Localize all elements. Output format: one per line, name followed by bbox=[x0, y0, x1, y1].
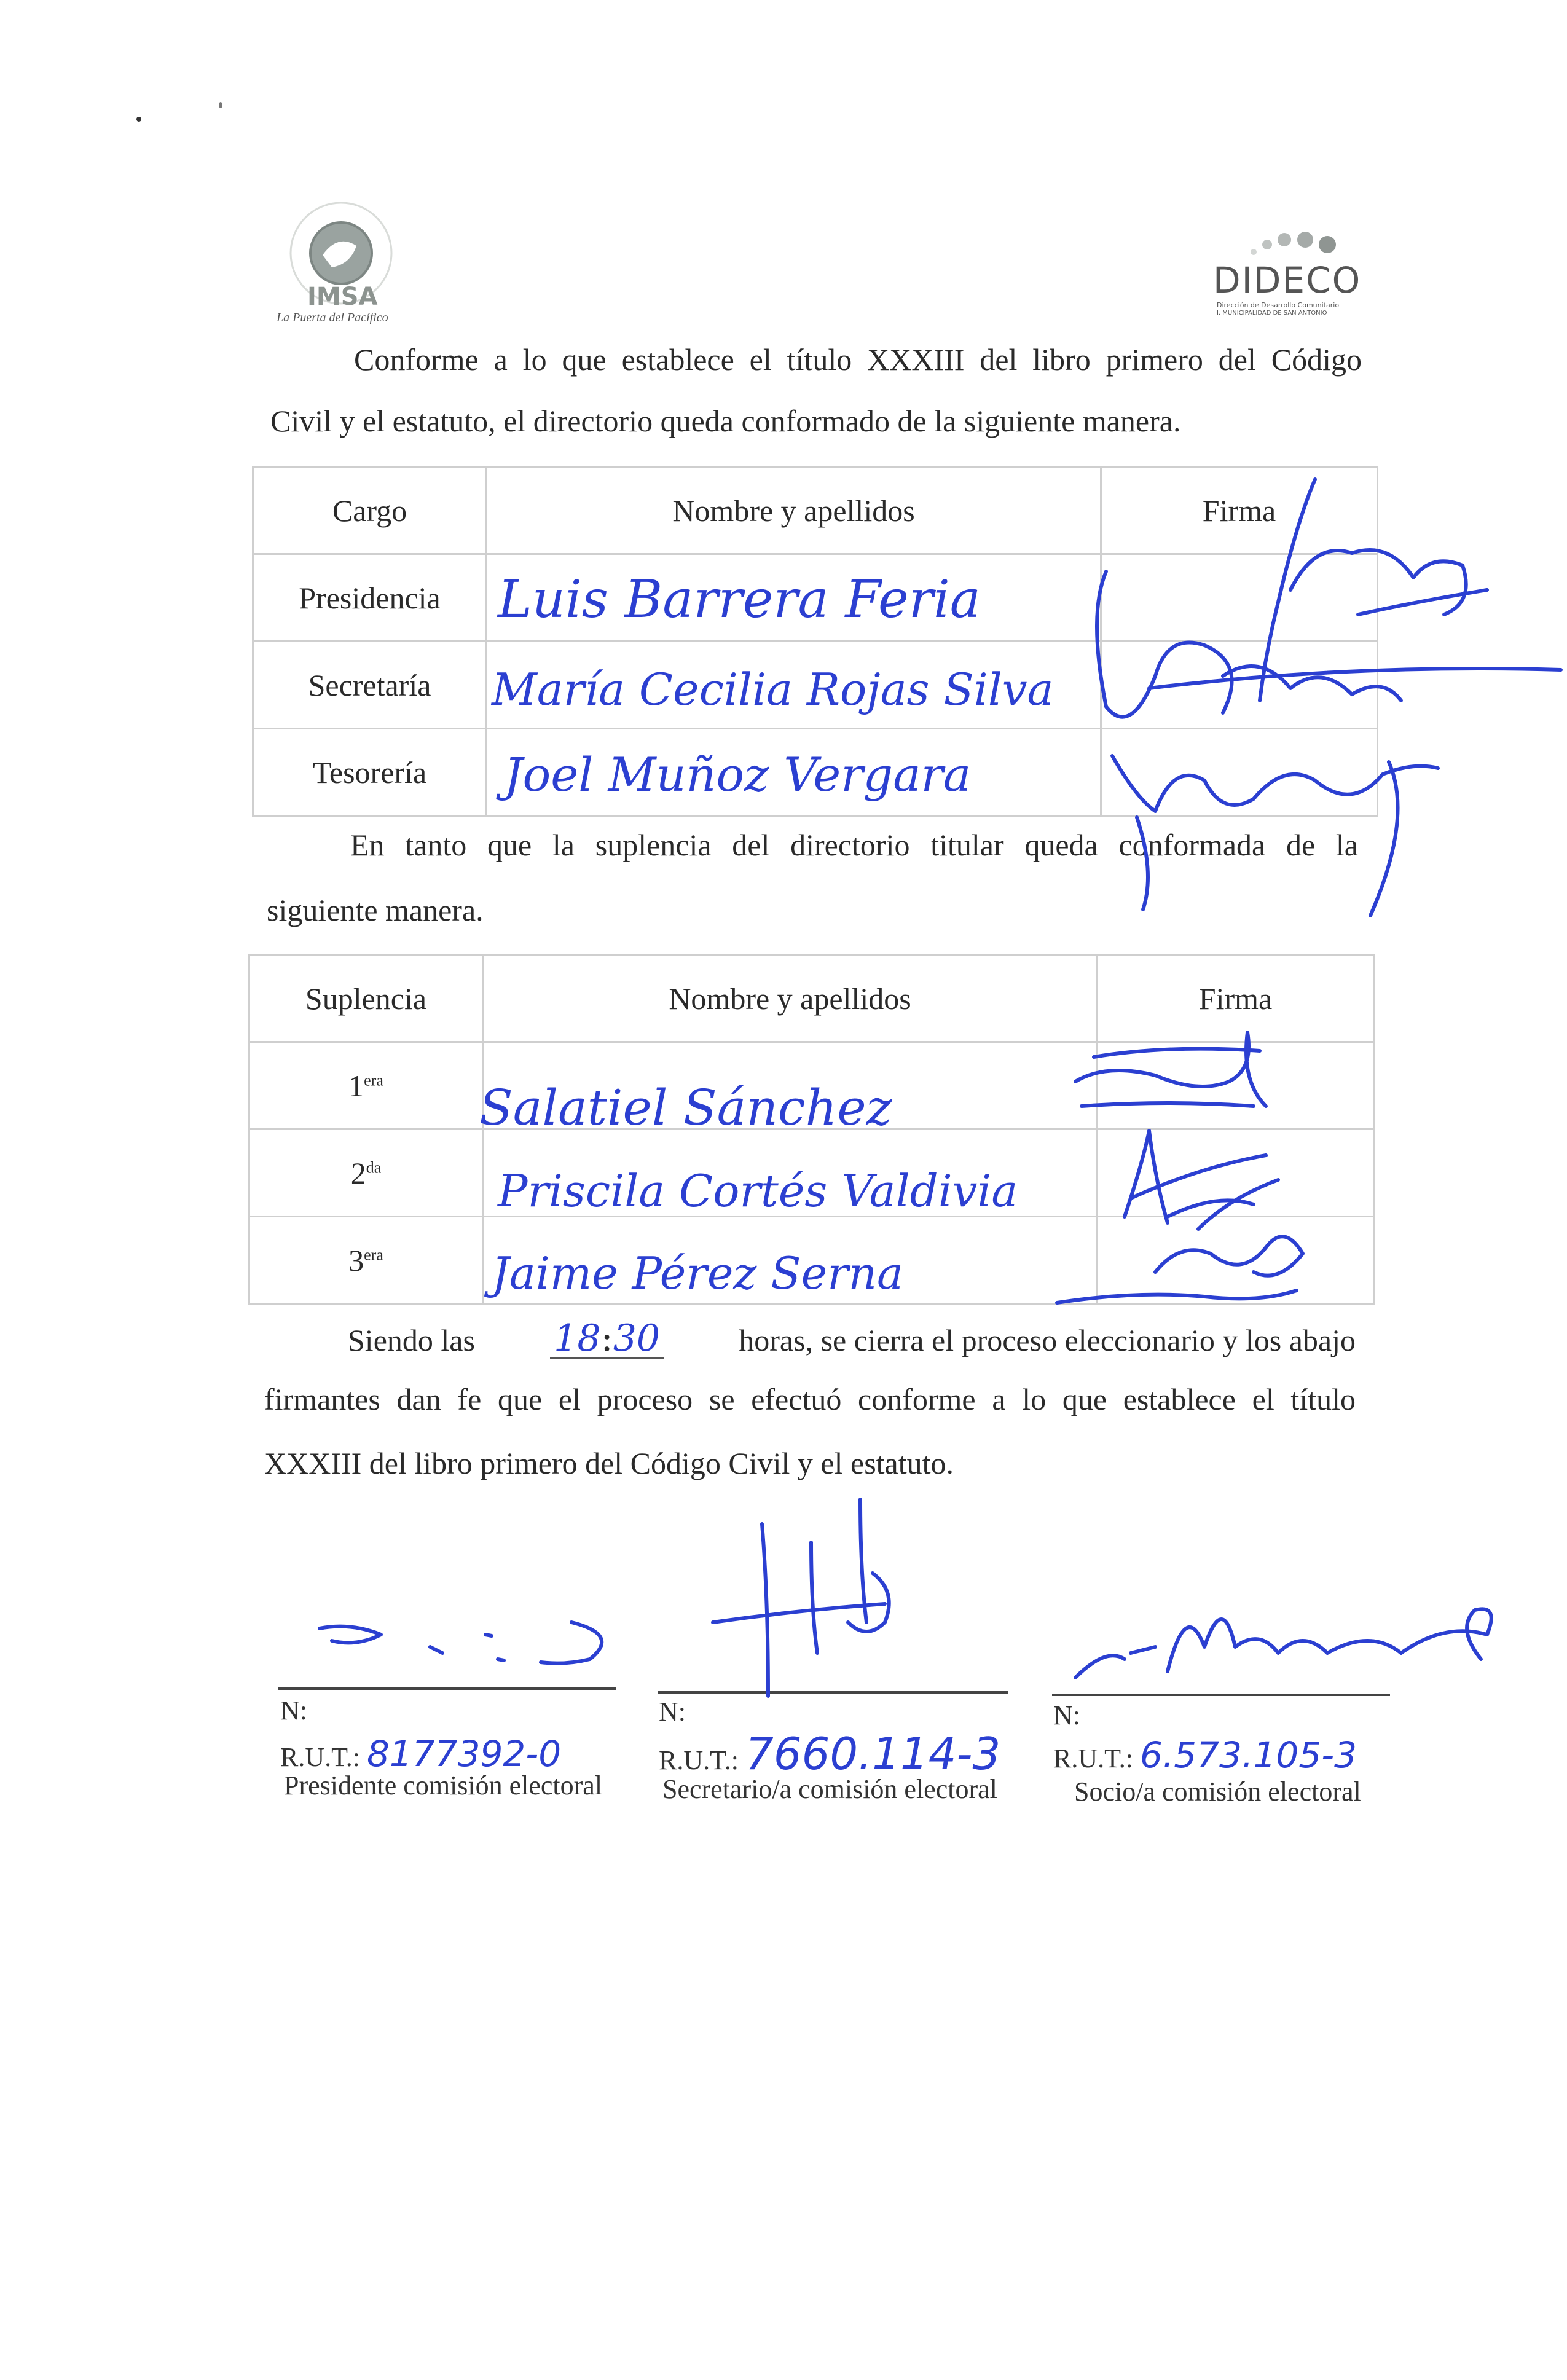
signature-suplente-1 bbox=[1075, 1032, 1266, 1106]
rut-value: 7660.114-3 bbox=[745, 1728, 1001, 1780]
n-label-president: N: bbox=[280, 1695, 307, 1726]
role-president: Presidente comisión electoral bbox=[284, 1770, 603, 1801]
dideco-name: DIDECO bbox=[1213, 259, 1362, 301]
intro-line-1: Conforme a lo que establece el título XXXIII del libro primero del Código bbox=[354, 342, 1362, 377]
dideco-subtitle-2: I. MUNICIPALIDAD DE SAN ANTONIO bbox=[1217, 310, 1327, 316]
col-header-suplencia: Suplencia bbox=[249, 955, 483, 1042]
rut-member: R.U.T.: 6.573.105-3 bbox=[1053, 1734, 1357, 1776]
signature-suplente-2 bbox=[1125, 1131, 1278, 1229]
signature-tesoreria bbox=[1112, 756, 1438, 916]
role-secretary: Secretario/a comisión electoral bbox=[662, 1774, 997, 1804]
rut-value: 8177392-0 bbox=[366, 1733, 562, 1775]
closing-minute: 30 bbox=[613, 1317, 661, 1360]
handwritten-name-secretaria: María Cecilia Rojas Silva bbox=[492, 664, 1054, 715]
n-label-secretary: N: bbox=[659, 1697, 686, 1727]
cargo-secretaria: Secretaría bbox=[253, 642, 487, 729]
col-header-firma: Firma bbox=[1098, 955, 1374, 1042]
rut-president: R.U.T.: 8177392-0 bbox=[280, 1733, 562, 1775]
imsa-name: IMSA bbox=[307, 283, 378, 311]
closing-hour: 18 bbox=[554, 1317, 601, 1360]
rut-value: 6.573.105-3 bbox=[1139, 1734, 1357, 1776]
intro-line-2: Civil y el estatuto, el directorio queda conformado de la siguiente manera. bbox=[270, 404, 1181, 438]
col-header-nombre: Nombre y apellidos bbox=[483, 955, 1098, 1042]
cargo-presidencia: Presidencia bbox=[253, 554, 487, 642]
signature-secretaria bbox=[1097, 571, 1561, 717]
col-header-nombre: Nombre y apellidos bbox=[487, 467, 1101, 554]
col-header-cargo: Cargo bbox=[253, 467, 487, 554]
handwritten-name-suplente-2: Priscila Cortés Valdivia bbox=[498, 1165, 1018, 1217]
rut-secretary: R.U.T.: 7660.114-3 bbox=[659, 1728, 1001, 1780]
signature-commission-member bbox=[1075, 1609, 1491, 1678]
role-member: Socio/a comisión electoral bbox=[1074, 1777, 1361, 1807]
imsa-slogan: La Puerta del Pacífico bbox=[277, 311, 388, 324]
col-header-firma: Firma bbox=[1101, 467, 1378, 554]
closing-line-2: firmantes dan fe que el proceso se efectuó conforme a lo que establece el título bbox=[264, 1382, 1356, 1416]
closing-time: 18:30 bbox=[550, 1320, 664, 1359]
n-label-member: N: bbox=[1053, 1700, 1080, 1730]
suplencia-ordinal: $3^{era}$ bbox=[249, 1217, 483, 1304]
suplencia-ordinal: $1^{era}$ bbox=[249, 1042, 483, 1129]
handwritten-name-presidencia: Luis Barrera Feria bbox=[498, 569, 981, 629]
suplencia-ordinal: $2^{da}$ bbox=[249, 1129, 483, 1217]
substitute-intro-line-2: siguiente manera. bbox=[267, 893, 484, 927]
cargo-tesoreria: Tesorería bbox=[253, 729, 487, 816]
dideco-subtitle: Dirección de Desarrollo Comunitario bbox=[1217, 301, 1340, 309]
signature-commission-secretary bbox=[713, 1499, 889, 1696]
closing-post: horas, se cierra el proceso eleccionario y los abajo bbox=[739, 1323, 1356, 1357]
signature-suplente-3 bbox=[1057, 1236, 1303, 1303]
signature-commission-president bbox=[320, 1622, 602, 1663]
handwritten-name-tesoreria: Joel Muñoz Vergara bbox=[504, 747, 972, 802]
closing-pre: Siendo las bbox=[348, 1323, 475, 1357]
handwritten-name-suplente-1: Salatiel Sánchez bbox=[479, 1079, 892, 1136]
handwritten-name-suplente-3: Jaime Pérez Serna bbox=[492, 1247, 903, 1299]
closing-line-3: XXXIII del libro primero del Código Civil y el estatuto. bbox=[264, 1446, 954, 1480]
substitute-intro-line-1: En tanto que la suplencia del directorio titular queda conformada de la bbox=[350, 828, 1358, 862]
